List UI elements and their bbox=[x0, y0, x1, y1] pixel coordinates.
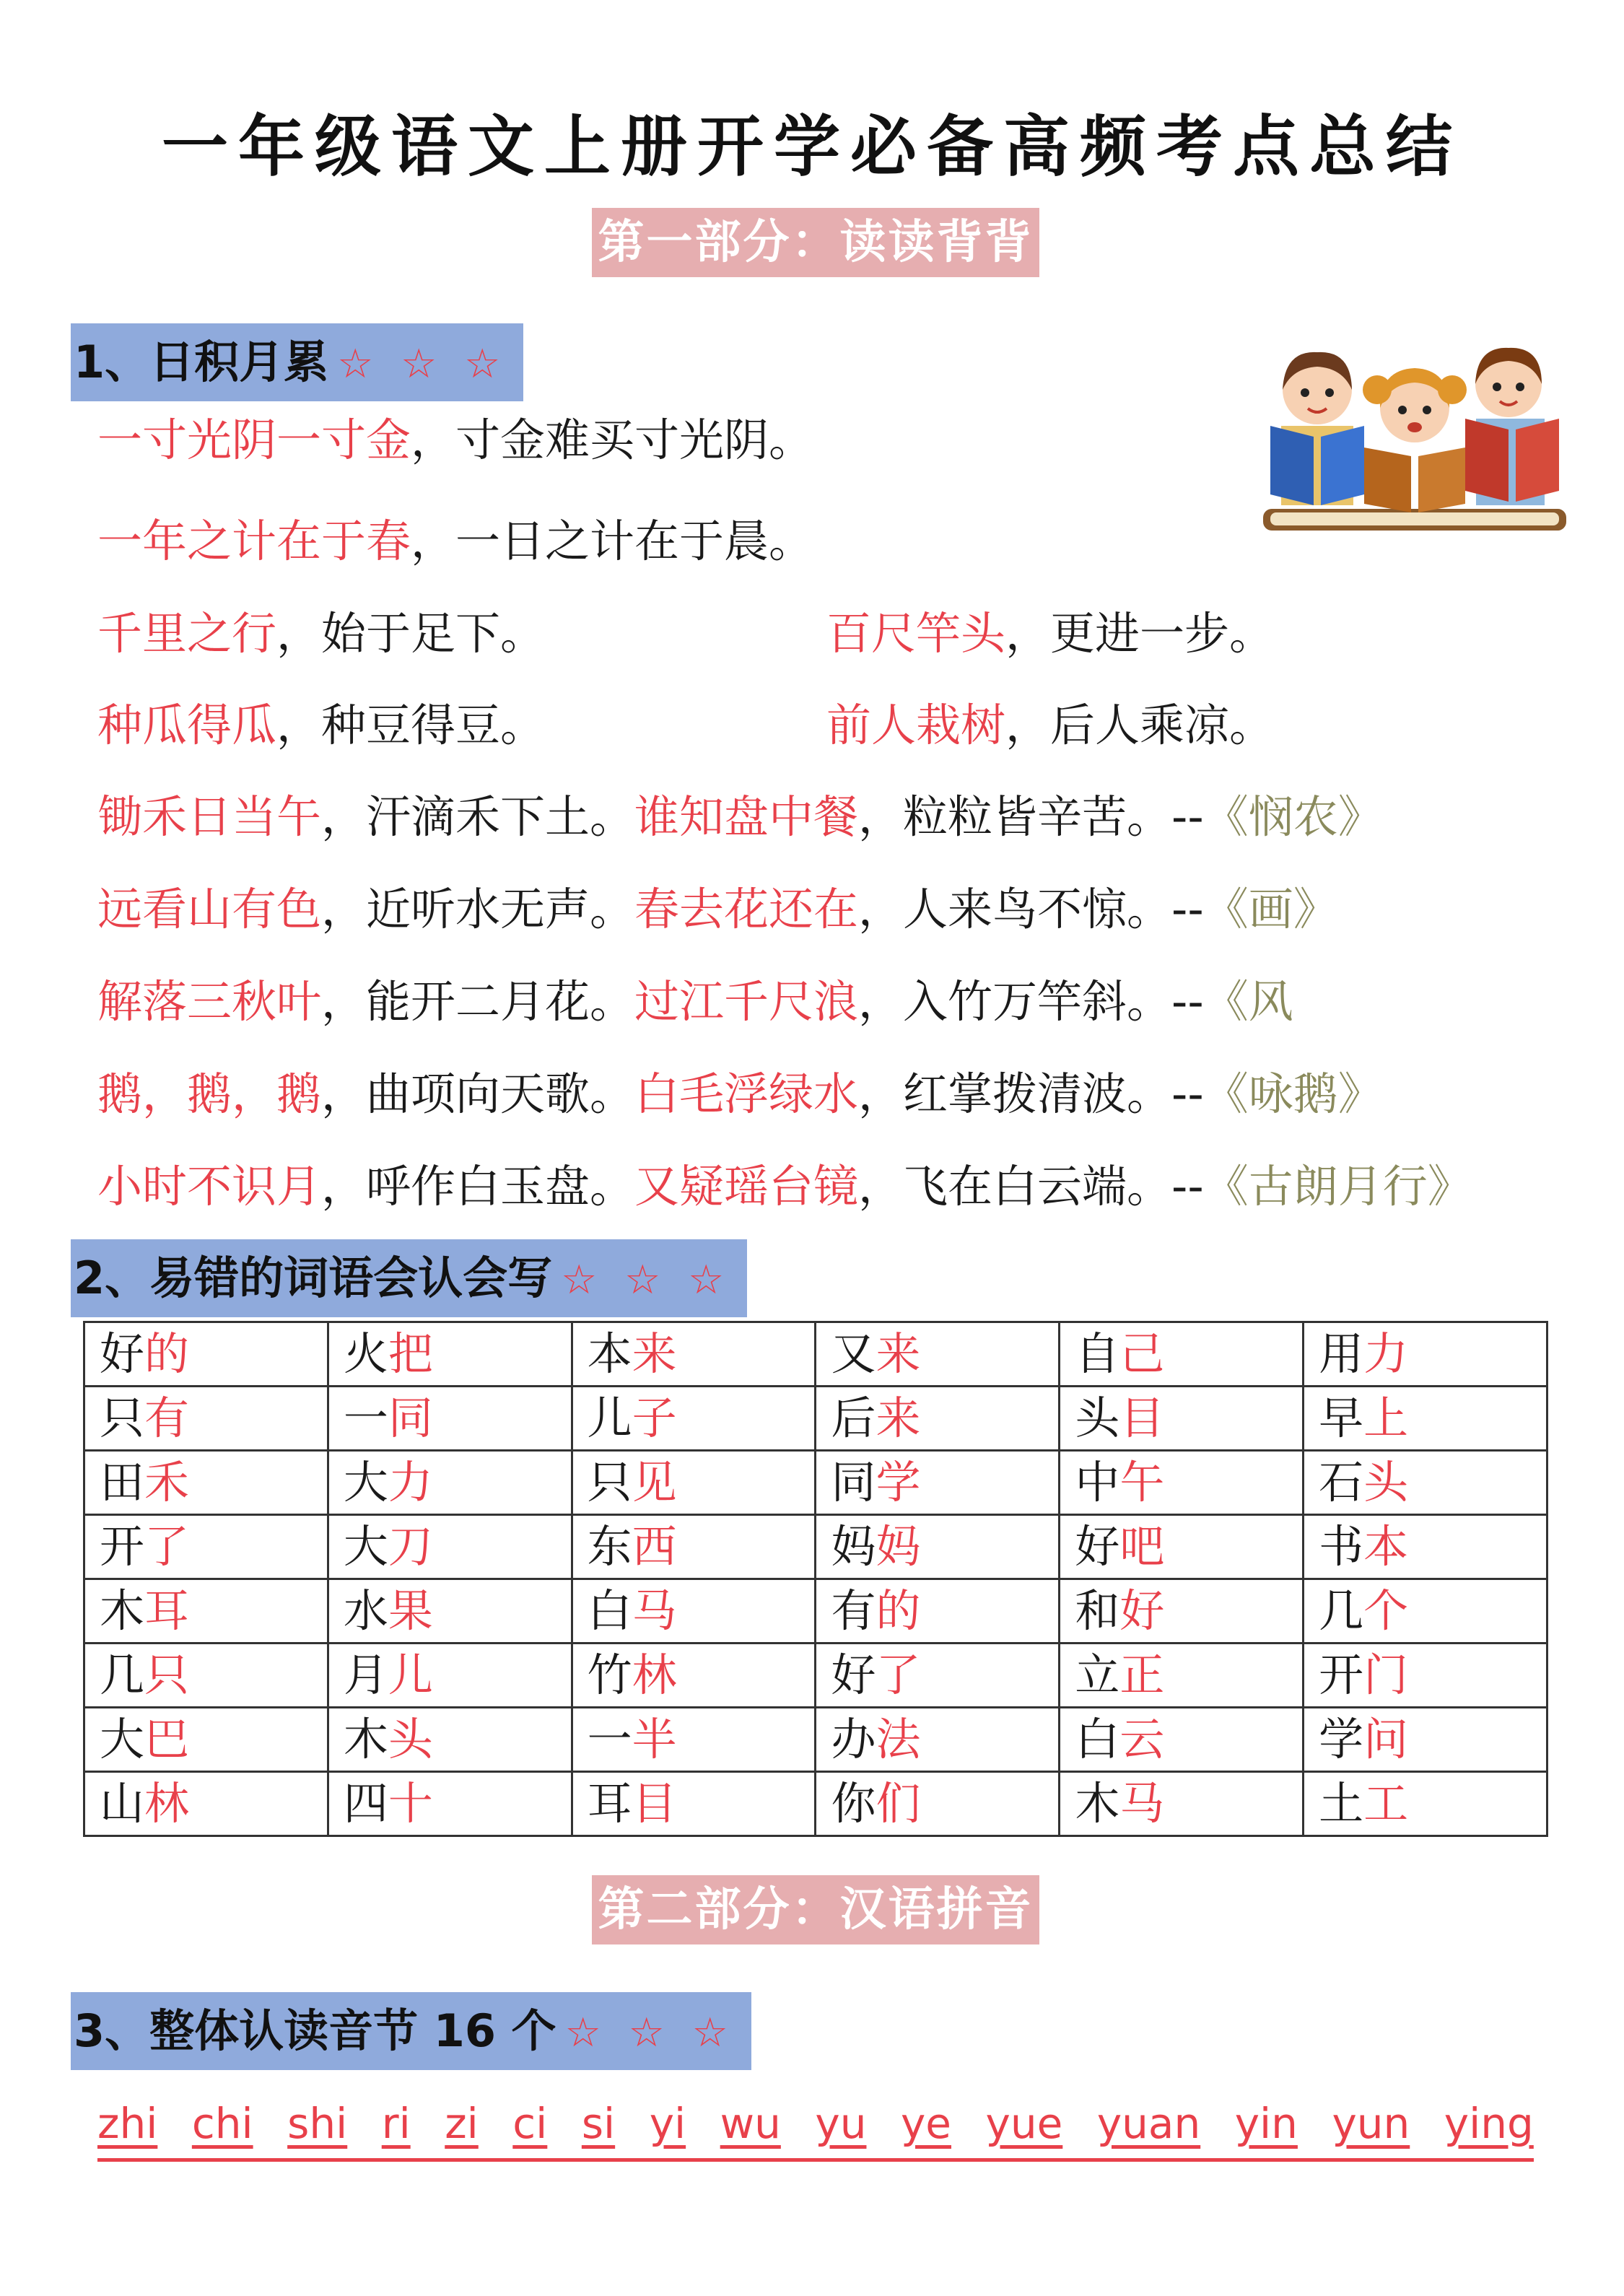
pinyin-syllable: zi bbox=[445, 2099, 479, 2148]
pinyin-syllable: ying bbox=[1444, 2099, 1534, 2148]
phrase-highlight: 一寸光阴一寸金 bbox=[97, 414, 411, 466]
phrase-highlight: 小时不识月 bbox=[97, 1160, 322, 1213]
word-second-char: 西 bbox=[632, 1520, 677, 1573]
word-first-char: 一 bbox=[587, 1713, 632, 1765]
word-cell bbox=[1304, 1322, 1547, 1387]
word-cell bbox=[572, 1322, 816, 1387]
word-first-char: 白 bbox=[1075, 1713, 1120, 1765]
word-second-char: 吧 bbox=[1119, 1520, 1165, 1573]
word-cell bbox=[572, 1644, 816, 1708]
part-two-banner: 第二部分：汉语拼音 bbox=[592, 1875, 1039, 1944]
word-second-char: 有 bbox=[144, 1392, 190, 1444]
word-second-char: 马 bbox=[1119, 1777, 1165, 1830]
pinyin-syllable: ri bbox=[381, 2099, 411, 2148]
word-second-char: 半 bbox=[632, 1713, 677, 1765]
word-second-char: 十 bbox=[388, 1777, 433, 1830]
word-first-char: 开 bbox=[100, 1520, 145, 1573]
word-first-char: 一 bbox=[343, 1392, 388, 1444]
table-row bbox=[84, 1708, 1547, 1772]
word-cell bbox=[84, 1322, 328, 1387]
word-cell bbox=[1060, 1322, 1304, 1387]
word-second-char: 本 bbox=[1363, 1520, 1409, 1573]
poem-line bbox=[97, 697, 1275, 754]
phrase-highlight: 谁知盘中餐 bbox=[634, 790, 859, 843]
word-cell bbox=[84, 1451, 328, 1515]
phrase-text: ，一日之计在于晨。 bbox=[411, 515, 814, 567]
word-first-char: 早 bbox=[1319, 1392, 1364, 1444]
word-cell bbox=[328, 1515, 572, 1579]
word-cell bbox=[1060, 1708, 1304, 1772]
word-second-char: 林 bbox=[144, 1777, 190, 1830]
poem-line bbox=[97, 973, 1293, 1031]
word-cell bbox=[328, 1322, 572, 1387]
word-first-char: 石 bbox=[1319, 1456, 1364, 1509]
word-cell bbox=[816, 1579, 1060, 1644]
pinyin-syllable: yuan bbox=[1096, 2099, 1201, 2148]
word-first-char: 学 bbox=[1319, 1713, 1364, 1765]
word-first-char: 中 bbox=[1075, 1456, 1120, 1509]
section-one-header bbox=[71, 323, 523, 401]
word-first-char: 火 bbox=[343, 1327, 388, 1380]
word-first-char: 竹 bbox=[587, 1649, 632, 1701]
phrase-text: ，更进一步。 bbox=[1005, 607, 1275, 660]
word-first-char: 木 bbox=[343, 1713, 388, 1765]
word-first-char: 几 bbox=[100, 1649, 145, 1701]
word-first-char: 大 bbox=[100, 1713, 145, 1765]
word-cell bbox=[816, 1322, 1060, 1387]
word-first-char: 头 bbox=[1075, 1392, 1120, 1444]
word-first-char: 开 bbox=[1319, 1649, 1364, 1701]
word-first-char: 好 bbox=[100, 1327, 145, 1380]
poem-source: 《悯农》 bbox=[1203, 790, 1383, 843]
word-cell bbox=[1304, 1772, 1547, 1836]
phrase-text: ，寸金难买寸光阴。 bbox=[411, 414, 814, 466]
word-second-char: 果 bbox=[388, 1584, 433, 1637]
word-first-char: 书 bbox=[1319, 1520, 1364, 1573]
phrase-highlight: 白毛浮绿水 bbox=[634, 1068, 859, 1120]
word-second-char: 头 bbox=[388, 1713, 433, 1765]
word-second-char: 的 bbox=[144, 1327, 190, 1380]
phrase-text: ，曲项向天歌。 bbox=[321, 1068, 635, 1120]
section-two-title: 2、易错的词语会认会写 bbox=[74, 1252, 553, 1304]
poem-line bbox=[97, 411, 813, 469]
word-second-char: 同 bbox=[388, 1392, 433, 1444]
phrase-text: ，能开二月花。 bbox=[321, 975, 635, 1028]
word-cell bbox=[572, 1451, 816, 1515]
word-first-char: 妈 bbox=[831, 1520, 876, 1573]
poem-line bbox=[97, 881, 1338, 938]
phrase-highlight: 鹅，鹅，鹅 bbox=[97, 1068, 322, 1120]
phrase-text: ，入竹万竿斜。-- bbox=[858, 975, 1204, 1028]
star-icons: ☆ ☆ ☆ bbox=[564, 2009, 735, 2056]
word-first-char: 同 bbox=[831, 1456, 876, 1509]
word-first-char: 四 bbox=[343, 1777, 388, 1830]
pinyin-syllables bbox=[97, 2079, 1534, 2162]
word-cell bbox=[328, 1708, 572, 1772]
poem-source: 《画》 bbox=[1203, 883, 1338, 935]
word-cell bbox=[1304, 1515, 1547, 1579]
word-first-char: 东 bbox=[587, 1520, 632, 1573]
word-first-char: 办 bbox=[831, 1713, 876, 1765]
word-cell bbox=[816, 1708, 1060, 1772]
word-first-char: 自 bbox=[1075, 1327, 1120, 1380]
word-first-char: 用 bbox=[1319, 1327, 1364, 1380]
phrase-highlight: 过江千尺浪 bbox=[634, 975, 859, 1028]
poem-line bbox=[97, 788, 1383, 846]
phrase-text: ，粒粒皆辛苦。-- bbox=[858, 790, 1204, 843]
word-cell bbox=[1060, 1387, 1304, 1451]
word-cell bbox=[572, 1772, 816, 1836]
phrase-highlight: 春去花还在 bbox=[634, 883, 859, 935]
table-row bbox=[84, 1579, 1547, 1644]
word-cell bbox=[816, 1644, 1060, 1708]
word-cell bbox=[328, 1451, 572, 1515]
word-second-char: 力 bbox=[1363, 1327, 1409, 1380]
kids-reading-illustration bbox=[1256, 339, 1573, 549]
word-second-char: 力 bbox=[388, 1456, 433, 1509]
word-second-char: 目 bbox=[632, 1777, 677, 1830]
phrase-highlight: 一年之计在于春 bbox=[97, 515, 411, 567]
word-second-char: 儿 bbox=[388, 1649, 433, 1701]
poem-source: 《古朗月行》 bbox=[1203, 1160, 1472, 1213]
table-row bbox=[84, 1772, 1547, 1836]
word-cell bbox=[1060, 1451, 1304, 1515]
word-first-char: 田 bbox=[100, 1456, 145, 1509]
phrase-highlight: 前人栽树 bbox=[826, 699, 1006, 751]
word-cell bbox=[328, 1387, 572, 1451]
word-cell bbox=[572, 1515, 816, 1579]
word-cell bbox=[816, 1387, 1060, 1451]
pinyin-syllable: chi bbox=[191, 2099, 253, 2148]
phrase-text: ，红掌拨清波。-- bbox=[858, 1068, 1204, 1120]
word-first-char: 大 bbox=[343, 1520, 388, 1573]
word-second-char: 上 bbox=[1363, 1392, 1409, 1444]
word-table bbox=[83, 1321, 1548, 1837]
word-second-char: 好 bbox=[1119, 1584, 1165, 1637]
word-cell bbox=[572, 1708, 816, 1772]
word-second-char: 了 bbox=[876, 1649, 921, 1701]
word-second-char: 耳 bbox=[144, 1584, 190, 1637]
word-first-char: 和 bbox=[1075, 1584, 1120, 1637]
pinyin-syllable: yun bbox=[1332, 2099, 1410, 2148]
word-cell bbox=[572, 1579, 816, 1644]
word-cell bbox=[1060, 1515, 1304, 1579]
word-first-char: 好 bbox=[1075, 1520, 1120, 1573]
word-second-char: 头 bbox=[1363, 1456, 1409, 1509]
phrase-highlight: 种瓜得瓜 bbox=[97, 699, 277, 751]
phrase-text: ，人来鸟不惊。-- bbox=[858, 883, 1204, 935]
section-one-title: 1、日积月累 bbox=[74, 336, 329, 388]
word-first-char: 好 bbox=[831, 1649, 876, 1701]
word-second-char: 子 bbox=[632, 1392, 677, 1444]
page-title: 一年级语文上册开学必备高频考点总结 bbox=[161, 108, 1462, 185]
word-second-char: 午 bbox=[1119, 1456, 1165, 1509]
part-one-banner: 第一部分：读读背背 bbox=[592, 208, 1039, 277]
section-three-header bbox=[71, 1992, 751, 2070]
phrase-text: ，后人乘凉。 bbox=[1005, 699, 1275, 751]
poem-line bbox=[97, 1158, 1472, 1215]
word-cell bbox=[84, 1387, 328, 1451]
section-two-header bbox=[71, 1239, 747, 1317]
word-second-char: 林 bbox=[632, 1649, 677, 1701]
poem-source: 《风 bbox=[1203, 975, 1293, 1028]
word-cell bbox=[1060, 1644, 1304, 1708]
word-second-char: 来 bbox=[876, 1392, 921, 1444]
phrase-text: ，始于足下。 bbox=[276, 607, 546, 660]
word-cell bbox=[1304, 1451, 1547, 1515]
word-cell bbox=[1060, 1579, 1304, 1644]
word-first-char: 耳 bbox=[587, 1777, 632, 1830]
word-second-char: 妈 bbox=[876, 1520, 921, 1573]
table-row bbox=[84, 1387, 1547, 1451]
word-second-char: 马 bbox=[632, 1584, 677, 1637]
word-first-char: 山 bbox=[100, 1777, 145, 1830]
word-second-char: 禾 bbox=[144, 1456, 190, 1509]
table-row bbox=[84, 1644, 1547, 1708]
word-second-char: 云 bbox=[1119, 1713, 1165, 1765]
pinyin-syllable: yi bbox=[649, 2099, 686, 2148]
pinyin-syllable: zhi bbox=[97, 2099, 158, 2148]
poem-line bbox=[97, 1065, 1383, 1123]
table-row bbox=[84, 1451, 1547, 1515]
phrase-highlight: 百尺竿头 bbox=[826, 607, 1006, 660]
table-row bbox=[84, 1515, 1547, 1579]
word-second-char: 的 bbox=[876, 1584, 921, 1637]
word-second-char: 学 bbox=[876, 1456, 921, 1509]
word-first-char: 你 bbox=[831, 1777, 876, 1830]
word-second-char: 来 bbox=[632, 1327, 677, 1380]
word-first-char: 白 bbox=[587, 1584, 632, 1637]
phrase-text: ，种豆得豆。 bbox=[276, 699, 546, 751]
pinyin-syllable: ye bbox=[900, 2099, 951, 2148]
word-second-char: 只 bbox=[144, 1649, 190, 1701]
word-cell bbox=[328, 1644, 572, 1708]
word-first-char: 立 bbox=[1075, 1649, 1120, 1701]
pinyin-syllable: ci bbox=[512, 2099, 548, 2148]
word-first-char: 后 bbox=[831, 1392, 876, 1444]
word-second-char: 把 bbox=[388, 1327, 433, 1380]
word-first-char: 木 bbox=[100, 1584, 145, 1637]
pinyin-syllable: yin bbox=[1234, 2099, 1298, 2148]
word-first-char: 几 bbox=[1319, 1584, 1364, 1637]
word-first-char: 土 bbox=[1319, 1777, 1364, 1830]
star-icons: ☆ ☆ ☆ bbox=[337, 341, 508, 388]
pinyin-syllable: si bbox=[581, 2099, 616, 2148]
word-cell bbox=[84, 1515, 328, 1579]
pinyin-syllable: yue bbox=[985, 2099, 1063, 2148]
pinyin-syllable: yu bbox=[815, 2099, 867, 2148]
word-cell bbox=[84, 1579, 328, 1644]
pinyin-syllable: shi bbox=[287, 2099, 348, 2148]
phrase-text: ，汗滴禾下土。 bbox=[321, 790, 635, 843]
word-first-char: 月 bbox=[343, 1649, 388, 1701]
phrase-text: ，近听水无声。 bbox=[321, 883, 635, 935]
phrase-text: ，飞在白云端。-- bbox=[858, 1160, 1204, 1213]
word-first-char: 水 bbox=[343, 1584, 388, 1637]
star-icons: ☆ ☆ ☆ bbox=[561, 1257, 732, 1304]
word-cell bbox=[1060, 1772, 1304, 1836]
word-second-char: 们 bbox=[876, 1777, 921, 1830]
word-second-char: 巴 bbox=[144, 1713, 190, 1765]
word-second-char: 刀 bbox=[388, 1520, 433, 1573]
section-three-title: 3、整体认读音节 16 个 bbox=[74, 2004, 556, 2057]
word-cell bbox=[1304, 1579, 1547, 1644]
word-second-char: 法 bbox=[876, 1713, 921, 1765]
pinyin-syllable: wu bbox=[720, 2099, 781, 2148]
word-cell bbox=[816, 1772, 1060, 1836]
word-second-char: 问 bbox=[1363, 1713, 1409, 1765]
poem-source: 《咏鹅》 bbox=[1203, 1068, 1383, 1120]
word-cell bbox=[572, 1387, 816, 1451]
phrase-highlight: 千里之行 bbox=[97, 607, 277, 660]
word-cell bbox=[328, 1772, 572, 1836]
word-cell bbox=[84, 1772, 328, 1836]
word-second-char: 正 bbox=[1119, 1649, 1165, 1701]
word-cell bbox=[816, 1451, 1060, 1515]
word-cell bbox=[1304, 1644, 1547, 1708]
phrase-highlight: 又疑瑶台镜 bbox=[634, 1160, 859, 1213]
phrase-highlight: 解落三秋叶 bbox=[97, 975, 322, 1028]
phrase-highlight: 远看山有色 bbox=[97, 883, 322, 935]
word-second-char: 个 bbox=[1363, 1584, 1409, 1637]
word-first-char: 有 bbox=[831, 1584, 876, 1637]
word-cell bbox=[1304, 1708, 1547, 1772]
word-second-char: 工 bbox=[1363, 1777, 1409, 1830]
word-cell bbox=[84, 1708, 328, 1772]
poem-line bbox=[97, 512, 813, 570]
word-second-char: 门 bbox=[1363, 1649, 1409, 1701]
word-first-char: 只 bbox=[100, 1392, 145, 1444]
word-second-char: 己 bbox=[1119, 1327, 1165, 1380]
poem-line bbox=[97, 605, 1275, 663]
word-second-char: 了 bbox=[144, 1520, 190, 1573]
word-first-char: 只 bbox=[587, 1456, 632, 1509]
word-cell bbox=[816, 1515, 1060, 1579]
table-row bbox=[84, 1322, 1547, 1387]
word-cell bbox=[328, 1579, 572, 1644]
word-first-char: 又 bbox=[831, 1327, 876, 1380]
word-second-char: 见 bbox=[632, 1456, 677, 1509]
word-cell bbox=[84, 1644, 328, 1708]
phrase-highlight: 锄禾日当午 bbox=[97, 790, 322, 843]
word-cell bbox=[1304, 1387, 1547, 1451]
word-second-char: 目 bbox=[1119, 1392, 1165, 1444]
word-first-char: 木 bbox=[1075, 1777, 1120, 1830]
word-second-char: 来 bbox=[876, 1327, 921, 1380]
phrase-text: ，呼作白玉盘。 bbox=[321, 1160, 635, 1213]
word-first-char: 儿 bbox=[587, 1392, 632, 1444]
word-first-char: 大 bbox=[343, 1456, 388, 1509]
word-first-char: 本 bbox=[587, 1327, 632, 1380]
